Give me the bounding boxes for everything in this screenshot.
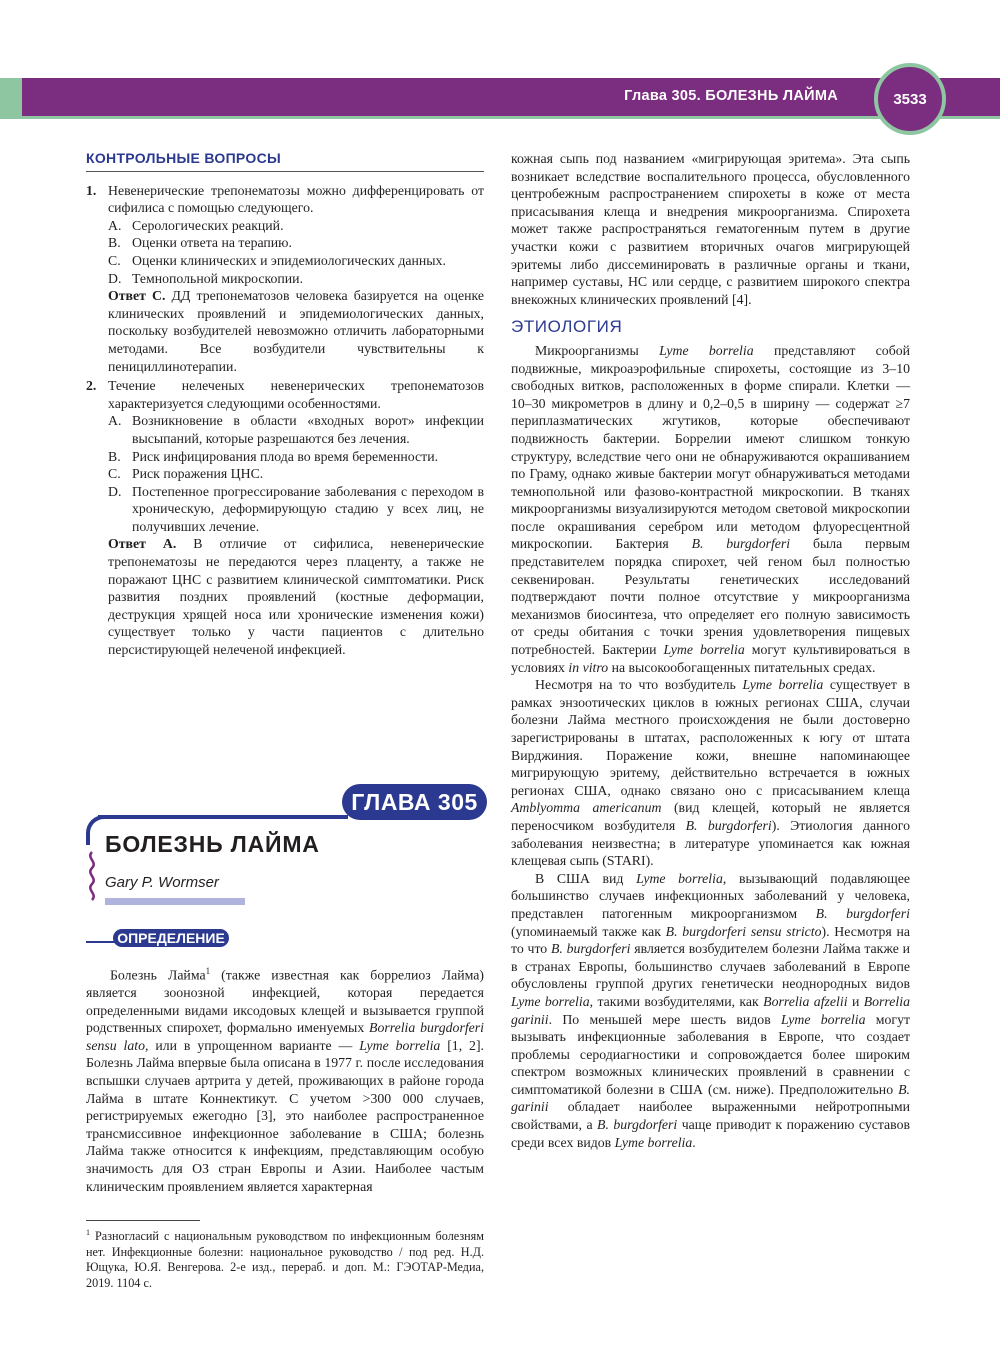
chapter-badge: ГЛАВА 305 — [342, 784, 487, 820]
answer-option: D. Темнопольной микроскопии. — [108, 270, 304, 286]
question-text: Невенерические трепонематозы можно дифференцировать от сифилиса с помощью следующего. — [108, 182, 484, 216]
footnote: $^1$ Разногласий с национальным руководством по инфекционным болезням нет. Инфекционные болезни: национальное руководство / под ред. Н.Д. Ющука, Ю.Я. Венгерова. 2-е изд., перераб. и доп. М.: ГЭОТАР-Медиа, 2019. 1104 с. — [86, 1228, 484, 1290]
answer-option: B. Риск инфицирования плода во время беременности. — [108, 448, 439, 464]
heading-rule — [86, 171, 484, 172]
answer-option: B. Оценки ответа на терапию. — [108, 235, 292, 251]
question-text: Течение нелеченых невенерических трепонематозов характеризуется следующими особенностями. — [108, 378, 484, 411]
question-number: 2. — [86, 378, 97, 394]
answer-option: C. Риск поражения ЦНС. — [108, 466, 264, 482]
definition-text: Болезнь Лайма$^1$ (также известная как боррелиоз Лайма) является зоонозной инфекцией, которая передается определенными видами иксодовых клещей и вызывается группой родственных спирохет, формально именуемых Borrelia burgdorferi sensu lato, или в упрощенном варианте — Lyme borrelia [1, 2]. Болезнь Лайма впервые была описана в 1977 г. после исследования вспышки случаев артрита у детей, проживающих в районе города Лайма в штате Коннектикут. С учетом >300 000 случаев, регистрируемых ежегодно [3], это наиболее распространенное трансмиссивное инфекционное заболевание в США; болезнь Лайма также относится к инфекциям, представляющим особую значимость для ОЗ стран Европы и Азии. Наиболее частым клиническим проявлением является характерная — [86, 965, 484, 1194]
chapter-title: БОЛЕЗНЬ ЛАЙМА — [105, 831, 320, 857]
header-accent — [0, 78, 22, 116]
question-number: 1. — [86, 182, 97, 198]
etiology-heading: ЭТИОЛОГИЯ — [511, 317, 623, 337]
page-number: 3533 — [874, 63, 946, 135]
answer-option: A. Возникновение в области «входных ворот» инфекции высыпаний, которые разрешаются без лечения. — [108, 413, 484, 446]
running-head: Глава 305. БОЛЕЗНЬ ЛАЙМА — [624, 88, 838, 104]
answer-option: A. Серологических реакций. — [108, 217, 284, 233]
question-2 — [86, 377, 484, 659]
paragraph: Микроорганизмы Lyme borrelia представляют собой подвижные, микроаэрофильные спирохеты, состоящие из 3–10 свободных витков, расположенных в форме спирали. Клетки — 10–30 микрометров в длину и 0,2–0,5 в ширину — содержат ≥7 периплазматических жгутиков, которые обеспечивают подвижность бактерии. Боррелии имеют слишком тонкую структуру, вследствие чего они не обнаруживаются окрашиванием по Граму, однако живые бактерии могут обнаруживаться методами темнопольной или фазово-контрастной микроскопии. В тканях микроорганизмы визуализируются методом световой микроскопии после окрашивания серебром или методом флуоресцентной микроскопии. Бактерия B. burgdorferi была первым представителем порядка спирохет, чей геном был полностью секвенирован. Результаты генетических исследований подтверждают почти полное отсутствие у микроорганизма механизмов биосинтеза, что определяет его полную зависимость от среды обитания с точки зрения удовлетворения пищевых потребностей. Бактерии Lyme borrelia могут культивироваться в условиях in vitro на высокообогащенных питательных средах. — [511, 342, 910, 675]
author-underline — [105, 898, 245, 905]
footnote-rule — [86, 1220, 200, 1221]
question-1 — [86, 182, 484, 376]
chapter-author: Gary P. Wormser — [105, 874, 219, 891]
header-bar — [22, 78, 1000, 116]
paragraph: кожная сыпь под названием «мигрирующая эритема». Эта сыпь возникает вследствие воспалительного процесса, обусловленного центробежным распространением спирохеты в коже от места присасывания клеща и внедрения микроорганизма. Спирохета может также распространяться гематогенным путем в другие участки кожи с развитием вторичных очагов мигрирующей эритемы либо диссеминировать в различные органы и ткани, например суставы, НС или сердце, с развитием широкого спектра внекожных клинических проявлений [4]. — [511, 151, 910, 307]
answer-explanation: Ответ C. ДД трепонематозов человека базируется на оценке клинических проявлений и эпидемиологических данных, поскольку возбудителей невозможно отличить лабораторными методами. Все возбудители чувствительны к пенициллинотерапии. — [108, 288, 484, 374]
answer-option: D. Постепенное прогрессирование заболевания с переходом в хроническую, деформирующую стадию у всех лиц, не получивших лечение. — [108, 483, 484, 534]
answer-option: C. Оценки клинических и эпидемиологических данных. — [108, 252, 446, 268]
paragraph: Несмотря на то что возбудитель Lyme borrelia существует в рамках энзоотических циклов в южных регионах США, случаи болезни Лайма местного происхождения не были достоверно зарегистрированы в штатах, расположенных к югу от штата Вирджиния. Поражение кожи, внешне напоминающее мигрирующую эритему, действительно встречается в южных регионах США, однако связано оно с присасыванием клеща Amblyomma americanum (вид клещей, который не является переносчиком возбудителя B. burgdorferi). Этиология данного заболевания неизвестна; в литературе упоминается как южная клещевая сыпь (STARI). — [511, 677, 911, 869]
answer-explanation: Ответ A. В отличие от сифилиса, невенерические трепонематозы не передаются через плаценту, а также не поражают ЦНС с развитием клинической симптоматики. Риск развития поздних проявлений (костные деформации, деструкция хрящей носа или хронические изменения кожи) существует только у части пациентов с длительно персистирующей нелеченой инфекцией. — [108, 536, 484, 658]
review-questions — [86, 150, 484, 659]
paragraph: В США вид Lyme borrelia, вызывающий подавляющее большинство случаев инфекционных заболеваний у человека, представлен патогенным микроорганизмом B. burgdorferi (упоминаемый также как B. burgdorferi sensu stricto). Несмотря на то что B. burgdorferi является возбудителем болезни Лайма также и в странах Европы, большинство случаев заболеваний в Европе обусловлены группой других генетически неоднородных видов Lyme borrelia, такими возбудителями, как Borrelia afzelii и Borrelia garinii. По меньшей мере шесть видов Lyme borrelia могут вызывать инфекционные заболевания в Европе, что создает проблемы серодиагностики и сопровождается более широким спектром возможных клинических проявлений в сравнении с симптоматикой болезни в США (см. ниже). Предположительно B. garinii обладает наиболее выраженными нейротропными свойствами, а B. burgdorferi чаще приводит к поражению суставов среди всех видов Lyme borrelia. — [511, 870, 911, 1150]
right-column — [511, 150, 910, 1151]
chapter-rule — [98, 815, 348, 819]
definition-rule — [86, 941, 116, 943]
review-questions-heading: КОНТРОЛЬНЫЕ ВОПРОСЫ — [86, 150, 281, 166]
definition-heading: ОПРЕДЕЛЕНИЕ — [113, 929, 229, 947]
header-rule — [0, 116, 1000, 119]
squiggle-ornament — [84, 850, 100, 910]
